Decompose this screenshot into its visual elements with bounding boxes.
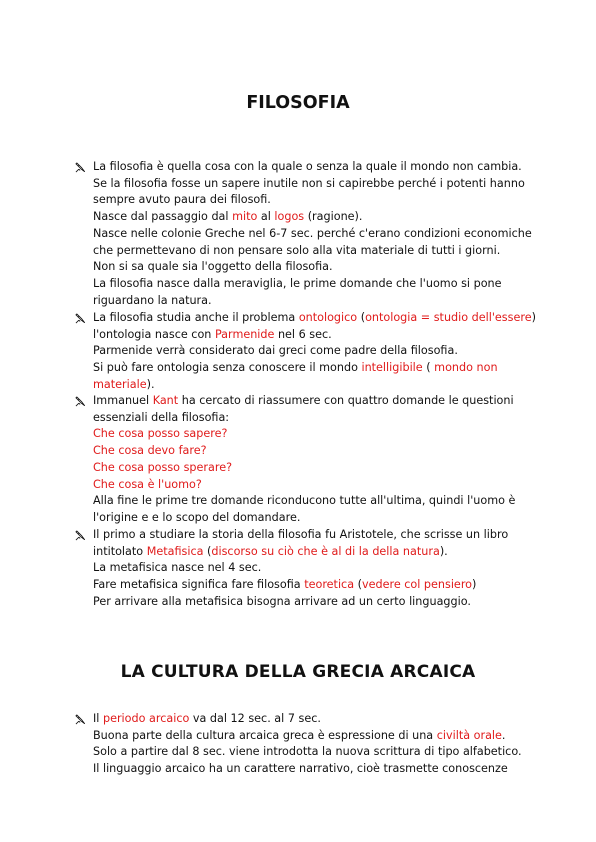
text-segment: Per arrivare alla metafisica bisogna arrivare ad un certo linguaggio.	[93, 594, 471, 608]
text-line	[93, 243, 545, 260]
text-segment: Il linguaggio arcaico ha un carattere narrativo, cioè trasmette conoscenze	[93, 762, 508, 776]
highlighted-term: ontologia = studio dell'essere	[365, 311, 532, 324]
text-line	[93, 327, 545, 344]
text-segment: Fare metafisica significa fare filosofia	[93, 578, 305, 592]
text-segment: Nasce nelle colonie Greche nel 6-7 sec. perché c'erano condizioni economiche	[93, 226, 532, 240]
text-segment: La filosofia studia anche il problema	[93, 311, 299, 324]
text-line	[93, 310, 545, 327]
text-segment: Alla fine le prime tre domande riconducono tutte all'ultima, quindi l'uomo è	[93, 494, 516, 508]
text-line	[93, 728, 545, 745]
text-line	[93, 460, 545, 477]
text-segment: (	[354, 578, 362, 592]
text-line	[93, 493, 545, 510]
text-segment: che permettevano di non pensare solo alla vita materiale di tutti i giorni.	[93, 243, 501, 257]
highlighted-term: Che cosa devo fare?	[93, 444, 207, 458]
pen-nib-icon	[75, 530, 86, 541]
text-segment: al	[257, 210, 275, 224]
text-segment: La metafisica nasce nel 4 sec.	[93, 561, 262, 575]
text-line	[93, 577, 545, 594]
text-segment: va dal 12 sec. al 7 sec.	[189, 712, 321, 725]
highlighted-term: Che cosa posso sapere?	[93, 427, 228, 441]
text-segment: l'origine e e lo scopo del domandare.	[93, 510, 301, 524]
highlighted-term: Kant	[152, 394, 179, 407]
text-line	[93, 544, 545, 561]
pen-nib-icon	[75, 714, 86, 725]
text-line	[93, 443, 545, 460]
highlighted-term: civiltà orale	[436, 728, 502, 742]
text-line	[93, 209, 545, 226]
text-segment: essenziali della filosofia:	[93, 410, 230, 424]
text-segment: Immanuel	[93, 394, 153, 407]
highlighted-term: periodo arcaico	[102, 712, 190, 725]
text-segment: (	[203, 544, 212, 558]
text-segment: (	[422, 361, 435, 375]
section-title-cultura-grecia-arcaica: LA CULTURA DELLA GRECIA ARCAICA	[120, 662, 476, 682]
highlighted-term: Parmenide	[214, 327, 275, 341]
highlighted-term: Che cosa posso sperare?	[93, 460, 233, 474]
text-segment: nel 6 sec.	[274, 327, 332, 341]
text-line	[93, 192, 545, 209]
bullet-paragraph	[75, 310, 545, 394]
text-line	[93, 477, 545, 494]
pen-nib-icon	[75, 313, 86, 324]
text-segment: sempre avuto paura dei filosofi.	[93, 193, 271, 207]
text-segment: (ragione).	[304, 210, 363, 224]
text-line	[93, 159, 545, 176]
text-line	[93, 527, 545, 544]
text-segment: Il primo a studiare la storia della filosofia fu Aristotele, che scrisse un libro	[93, 528, 509, 541]
text-segment: .	[501, 728, 506, 742]
text-segment: La filosofia è quella cosa con la quale o senza la quale il mondo non cambia.	[93, 160, 522, 173]
text-segment: Nasce dal passaggio dal	[93, 210, 233, 224]
text-segment: l'ontologia nasce con	[93, 327, 215, 341]
highlighted-term: mito	[232, 210, 258, 224]
highlighted-term: discorso su ciò che è al di la della natura	[211, 544, 440, 558]
highlighted-term: mondo non	[434, 361, 498, 375]
text-line	[93, 761, 545, 778]
highlighted-term: ontologico	[298, 311, 358, 324]
text-line	[93, 510, 545, 527]
section-title-filosofia: FILOSOFIA	[246, 93, 350, 113]
text-segment: Non si sa quale sia l'oggetto della filosofia.	[93, 260, 333, 274]
bullet-paragraph	[75, 393, 545, 527]
text-segment: )	[531, 311, 536, 324]
text-segment: (	[357, 311, 366, 324]
text-line	[93, 410, 545, 427]
text-line	[93, 711, 545, 728]
text-line	[93, 343, 545, 360]
text-segment: ).	[439, 544, 448, 558]
text-line	[93, 259, 545, 276]
text-segment: riguardano la natura.	[93, 293, 212, 307]
text-line	[93, 594, 545, 611]
bullet-paragraph	[75, 711, 545, 778]
text-line	[93, 377, 545, 394]
text-line	[93, 744, 545, 761]
text-segment: ).	[146, 377, 155, 391]
text-segment: Si può fare ontologia senza conoscere il mondo	[93, 361, 362, 375]
highlighted-term: Che cosa è l'uomo?	[93, 477, 202, 491]
text-line	[93, 426, 545, 443]
text-segment: intitolato	[93, 544, 147, 558]
text-line	[93, 226, 545, 243]
text-line	[93, 360, 545, 377]
text-segment: ha cercato di riassumere con quattro domande le questioni	[178, 394, 514, 407]
text-segment: Solo a partire dal 8 sec. viene introdotta la nuova scrittura di tipo alfabetico.	[93, 745, 522, 759]
text-line	[93, 276, 545, 293]
text-segment: La filosofia nasce dalla meraviglia, le prime domande che l'uomo si pone	[93, 276, 502, 290]
text-line	[93, 176, 545, 193]
highlighted-term: intelligibile	[361, 361, 423, 375]
highlighted-term: vedere col pensiero	[361, 578, 473, 592]
highlighted-term: materiale	[93, 377, 147, 391]
text-line	[93, 560, 545, 577]
pen-nib-icon	[75, 396, 86, 407]
bullet-paragraph	[75, 159, 545, 309]
bullet-paragraph	[75, 527, 545, 611]
text-segment: Buona parte della cultura arcaica greca è espressione di una	[93, 728, 437, 742]
highlighted-term: Metafisica	[146, 544, 204, 558]
text-segment: Il	[93, 712, 103, 725]
text-line	[93, 393, 545, 410]
text-segment: )	[472, 578, 477, 592]
highlighted-term: teoretica	[304, 578, 355, 592]
pen-nib-icon	[75, 162, 86, 173]
text-line	[93, 293, 545, 310]
highlighted-term: logos	[274, 210, 305, 224]
text-segment: Se la filosofia fosse un sapere inutile non si capirebbe perché i potenti hanno	[93, 176, 525, 190]
text-segment: Parmenide verrà considerato dai greci come padre della filosofia.	[93, 344, 458, 358]
